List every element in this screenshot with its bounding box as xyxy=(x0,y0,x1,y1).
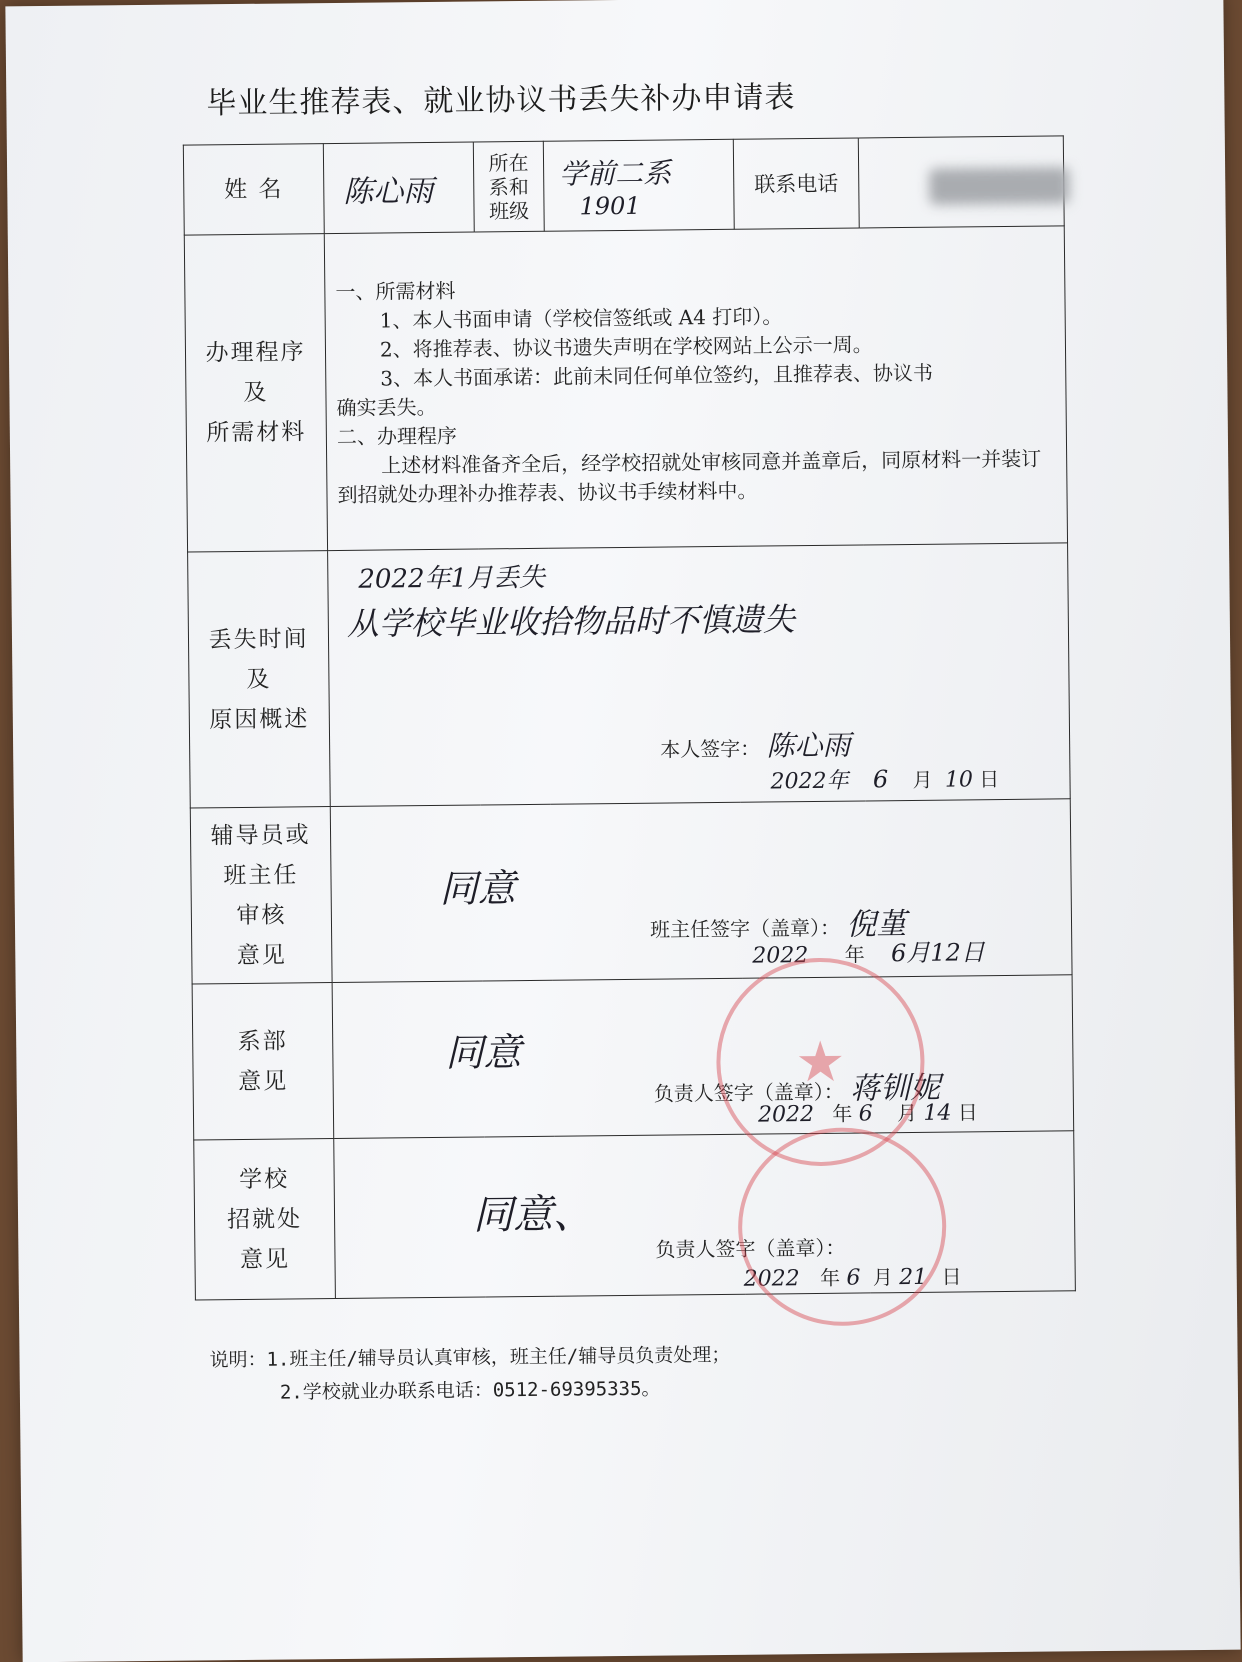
procedure-label xyxy=(184,234,327,552)
procedure-body: 上述材料准备齐全后，经学校招就处审核同意并盖章后，同原材料一并装订到招就处办理补办推荐表、协议书手续材料中。 xyxy=(337,446,1042,507)
self-signature-row xyxy=(660,724,851,766)
counselor-label-line-1: 辅导员或 xyxy=(210,821,311,849)
school-date-month: 6 xyxy=(846,1265,861,1291)
school-label xyxy=(194,1139,336,1300)
procedure-item-1: 1、本人书面申请（学校信签纸或 A4 打印）。 xyxy=(379,304,783,333)
loss-reason-handwritten: 从学校毕业收拾物品时不慎遗失 xyxy=(346,600,796,643)
counselor-label-line-3: 审核 xyxy=(236,902,287,929)
counselor-date-month-day: 6月12日 xyxy=(890,938,985,968)
school-date-day-label: 日 xyxy=(941,1264,962,1289)
loss-date-month-label: 月 xyxy=(912,767,933,792)
loss-label-line-2: 及 xyxy=(246,666,272,693)
school-opinion: 同意、 xyxy=(472,1191,594,1239)
class-value: 1901 xyxy=(579,191,641,220)
department-date-month-label: 月 xyxy=(896,1100,918,1126)
department-row xyxy=(192,975,1074,1140)
procedure-item-3-cont: 确实丢失。 xyxy=(336,394,437,420)
procedure-label-line-1: 办理程序 xyxy=(205,339,306,367)
form-title: 毕业生推荐表、就业协议书丢失补办申请表 xyxy=(206,80,796,122)
loss-time-handwritten: 2022年1月丢失 xyxy=(358,562,546,595)
procedure-item-3: 3、本人书面承诺：此前未同任何单位签约，且推荐表、协议书 xyxy=(380,360,934,391)
procedure-item-2: 2、将推荐表、协议书遗失声明在学校网站上公示一周。 xyxy=(379,332,873,362)
department-content xyxy=(332,975,1074,1139)
name-value: 陈心雨 xyxy=(343,173,434,210)
procedure-heading-2: 二、办理程序 xyxy=(336,423,458,449)
application-form-table xyxy=(183,135,1076,1300)
school-label-line-2: 招就处 xyxy=(226,1205,303,1233)
procedure-heading-1: 一、所需材料 xyxy=(335,278,456,304)
notes xyxy=(209,1339,730,1410)
school-content xyxy=(334,1131,1076,1299)
dept-value: 学前二系 xyxy=(558,155,672,191)
loss-label-line-1: 丢失时间 xyxy=(208,625,309,653)
procedure-content xyxy=(324,226,1067,551)
dept-cell xyxy=(543,139,734,231)
school-date-year-label: 年 xyxy=(819,1265,841,1290)
counselor-label xyxy=(190,807,332,984)
loss-label xyxy=(188,551,331,808)
department-label-line-2: 意见 xyxy=(237,1068,289,1095)
department-date-year: 2022 xyxy=(757,1102,815,1128)
department-signature: 蒋钏妮 xyxy=(849,1070,941,1107)
procedure-label-line-3: 所需材料 xyxy=(206,419,307,447)
self-signature: 陈心雨 xyxy=(766,728,851,763)
seal-star-icon: ★ xyxy=(795,1029,846,1096)
department-date-month: 6 xyxy=(858,1101,873,1127)
school-label-line-1: 学校 xyxy=(239,1166,290,1193)
department-date-day-label: 日 xyxy=(957,1100,978,1125)
loss-content xyxy=(328,543,1071,807)
note-line-2: 2.学校就业办联系电话：0512-69395335。 xyxy=(279,1377,661,1404)
counselor-row xyxy=(190,799,1072,984)
school-signature-label: 负责人签字（盖章）： xyxy=(655,1235,846,1262)
loss-date-month: 6 xyxy=(872,765,889,794)
dept-label xyxy=(473,141,544,232)
loss-date-day-label: 日 xyxy=(979,767,1000,792)
department-label xyxy=(192,983,334,1140)
name-cell xyxy=(323,142,474,234)
department-opinion: 同意 xyxy=(445,1030,522,1075)
loss-label-line-3: 原因概述 xyxy=(209,705,310,733)
counselor-content xyxy=(330,799,1072,983)
loss-row xyxy=(188,543,1071,808)
phone-label: 联系电话 xyxy=(733,138,859,229)
note-line-1: 说明：1.班主任/辅导员认真审核，班主任/辅导员负责处理； xyxy=(209,1343,731,1372)
school-seal xyxy=(737,1127,947,1327)
dept-label-line-3: 班级 xyxy=(488,198,530,223)
school-label-line-3: 意见 xyxy=(239,1246,291,1273)
counselor-opinion: 同意 xyxy=(439,866,516,911)
counselor-label-line-4: 意见 xyxy=(236,942,287,969)
department-date-year-label: 年 xyxy=(832,1101,853,1126)
loss-date-year: 2022年 xyxy=(770,768,849,795)
department-date-day: 14 xyxy=(923,1100,952,1126)
counselor-signature: 倪堇 xyxy=(846,907,907,943)
counselor-date-year: 2022 xyxy=(752,943,809,969)
counselor-date-year-label: 年 xyxy=(844,942,865,967)
department-label-line-1: 系部 xyxy=(237,1028,288,1055)
redacted-phone xyxy=(929,167,1069,204)
procedure-label-line-2: 及 xyxy=(243,379,269,406)
loss-date-day: 10 xyxy=(944,767,974,793)
dept-label-line-1: 所在 xyxy=(488,150,529,175)
name-label: 姓 名 xyxy=(183,144,324,235)
loss-date xyxy=(770,762,999,795)
procedure-row xyxy=(184,226,1067,552)
counselor-label-line-2: 班主任 xyxy=(223,861,299,889)
dept-label-line-2: 系和 xyxy=(488,174,529,199)
school-date-day: 21 xyxy=(899,1264,928,1291)
department-signature-label: 负责人签字（盖章）： xyxy=(653,1079,844,1106)
counselor-signature-label: 班主任签字（盖章）： xyxy=(649,915,841,942)
school-date-year: 2022 xyxy=(743,1266,800,1292)
self-signature-label: 本人签字： xyxy=(660,736,761,762)
paper-sheet xyxy=(5,0,1240,1662)
school-date-month-label: 月 xyxy=(872,1265,893,1290)
